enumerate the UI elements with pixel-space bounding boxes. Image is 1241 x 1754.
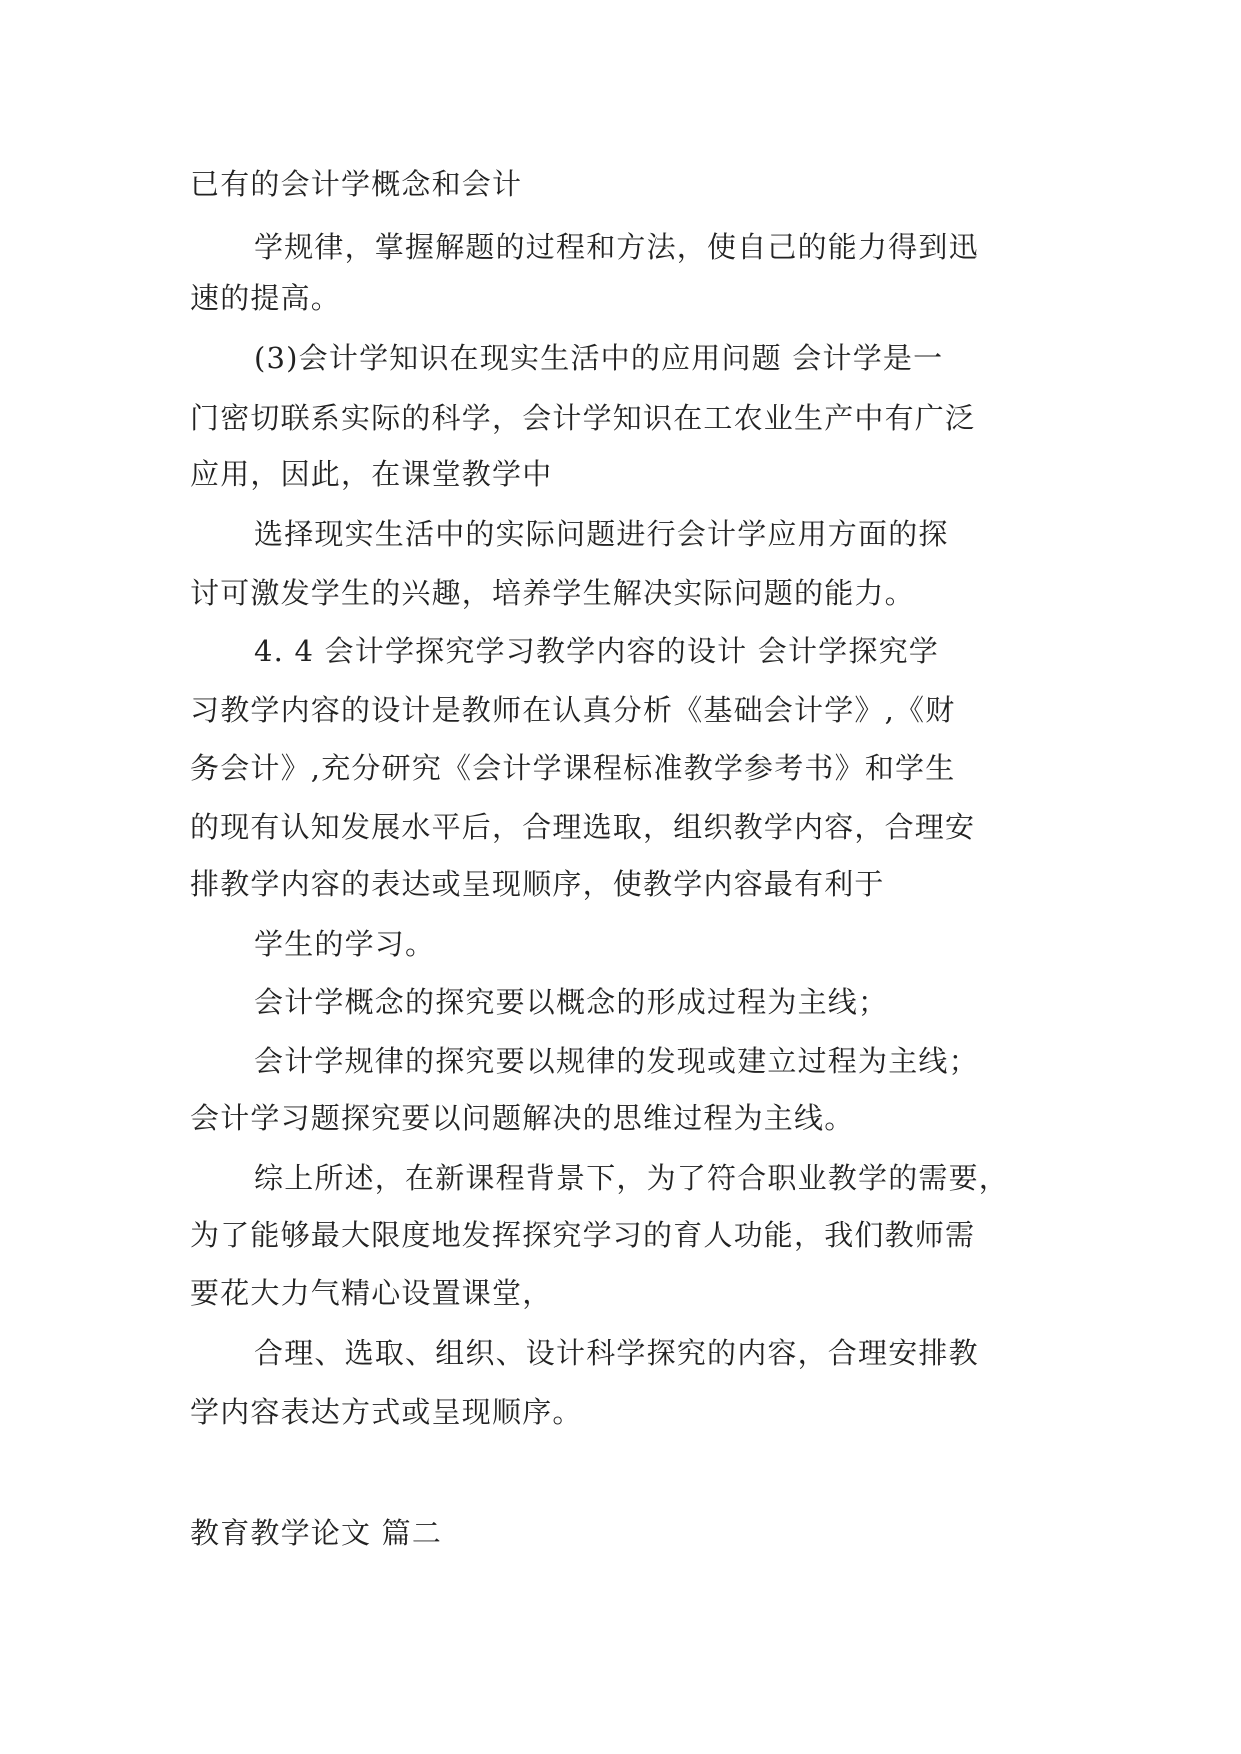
text-line: 学内容表达方式或呈现顺序。 bbox=[190, 1395, 583, 1429]
text-line: 门密切联系实际的科学，会计学知识在工农业生产中有广泛 bbox=[190, 401, 976, 435]
section-title: 教育教学论文 篇二 bbox=[190, 1516, 443, 1550]
text-line: 的现有认知发展水平后，合理选取，组织教学内容，合理安 bbox=[190, 810, 976, 844]
text-line: 为了能够最大限度地发挥探究学习的育人功能，我们教师需 bbox=[190, 1218, 976, 1252]
text-line: (3)会计学知识在现实生活中的应用问题 会计学是一 bbox=[254, 341, 944, 375]
text-line: 排教学内容的表达或呈现顺序，使教学内容最有利于 bbox=[190, 867, 885, 901]
text-line: 会计学概念的探究要以概念的形成过程为主线； bbox=[254, 985, 889, 1019]
text-line: 学生的学习。 bbox=[254, 927, 436, 961]
text-line: 习教学内容的设计是教师在认真分析《基础会计学》,《财 bbox=[190, 693, 956, 727]
text-line: 速的提高。 bbox=[190, 281, 342, 315]
text-line: 综上所述，在新课程背景下，为了符合职业教学的需要， bbox=[254, 1161, 1010, 1195]
text-line: 应用，因此，在课堂教学中 bbox=[190, 457, 553, 491]
text-line: 会计学习题探究要以问题解决的思维过程为主线。 bbox=[190, 1101, 855, 1135]
text-line: 已有的会计学概念和会计 bbox=[190, 167, 523, 201]
text-line: 选择现实生活中的实际问题进行会计学应用方面的探 bbox=[254, 517, 949, 551]
text-line: 务会计》,充分研究《会计学课程标准教学参考书》和学生 bbox=[190, 751, 956, 785]
text-line: 讨可激发学生的兴趣，培养学生解决实际问题的能力。 bbox=[190, 576, 915, 610]
text-line: 要花大力气精心设置课堂， bbox=[190, 1276, 553, 1310]
text-line: 4. 4 会计学探究学习教学内容的设计 会计学探究学 bbox=[254, 634, 939, 668]
text-line: 学规律，掌握解题的过程和方法，使自己的能力得到迅 bbox=[254, 230, 979, 264]
text-line: 合理、选取、组织、设计科学探究的内容，合理安排教 bbox=[254, 1336, 979, 1370]
text-line: 会计学规律的探究要以规律的发现或建立过程为主线； bbox=[254, 1044, 979, 1078]
